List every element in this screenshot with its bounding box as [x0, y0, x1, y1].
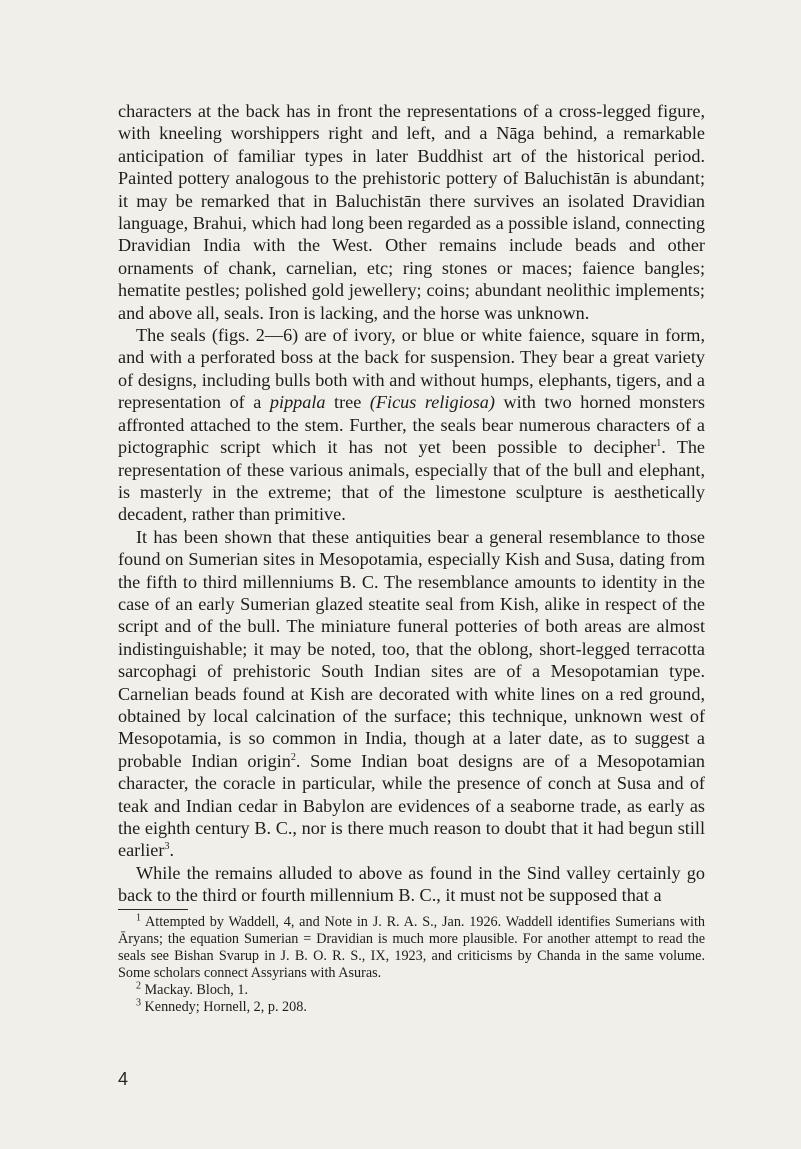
- paragraph-3-text-b: . Some Indian boat designs are of a Mesopotamian character, the coracle in particular, while the presence of conch at Susa and of teak and Indian cedar in Babylon are evidences of a seaborne trade, as early as the eighth century B. C., nor is there much reason to doubt that it had begun still earlier: [118, 750, 705, 861]
- footnote-text: Attempted by Waddell, 4, and Note in J. R. A. S., Jan. 1926. Waddell identifies Sumerians with Āryans; the equation Sumerian = Dravidian is much more plausible. For another attempt to read the seals see Bishan Svarup in J. B. O. R. S., IX, 1923, and criticisms by Chanda in the same volume. Some scholars connect Assyrians with Asuras.: [118, 913, 705, 981]
- footnote-3: [118, 996, 705, 1016]
- footnote-1: [118, 911, 705, 982]
- paragraph-2-text-b: tree: [325, 392, 370, 413]
- footnote-text: Mackay. Bloch, 1.: [144, 981, 249, 998]
- paragraph-3-text-a: It has been shown that these antiquities bear a general resemblance to those found on Sumerian sites in Mesopotamia, especially Kish and Susa, dating from the fifth to third millenniums B. C. The resemblance amounts to identity in the case of an early Sumerian glazed steatite seal from Kish, alike in respect of the script and of the bull. The miniature funeral potteries of both areas are almost indistinguishable; it may be noted, too, that the oblong, short-legged terracotta sarcophagi of prehistoric South Indian sites are of a Mesopotamian type. Carnelian beads found at Kish are decorated with white lines on a red ground, obtained by local calcination of the surface; this technique, unknown west of Mesopotamia, is so common in India, though at a later date, as to suggest a probable Indian origin: [118, 526, 705, 771]
- paragraph-2: [118, 324, 705, 526]
- paragraph-4: While the remains alluded to above as found in the Sind valley certainly go back to the third or fourth millennium B. C., it must not be supposed that a: [118, 862, 705, 906]
- page-number: 4: [118, 1069, 129, 1089]
- footnote-text: Kennedy; Hornell, 2, p. 208.: [144, 998, 307, 1015]
- footnote-ref-1: 1: [656, 438, 662, 450]
- footnote-ref-3: 3: [164, 841, 170, 853]
- footnote-marker: 1: [136, 911, 141, 923]
- term-pippala: pippala: [269, 392, 326, 413]
- footnotes: [118, 911, 705, 1016]
- page-body: [118, 100, 705, 1016]
- paragraph-2-text-c: with two horned monsters affronted attached to the stem. Further, the seals bear numerous characters of a pictographic script which it has not yet been possible to decipher: [118, 392, 705, 458]
- footnote-ref-2: 2: [290, 751, 296, 763]
- paragraph-2-text-a: The seals (figs. 2—6) are of ivory, or blue or white faience, square in form, and with a perforated boss at the back for suspension. They bear a great variety of designs, including bulls both with and without humps, elephants, tigers, and a representation of a: [118, 325, 705, 413]
- paragraph-2-text-d: . The representation of these various animals, especially that of the bull and elephant, is masterly in the extreme; that of the limestone sculpture is aesthetically decadent, rather than primitive.: [118, 437, 705, 525]
- footnote-marker: 2: [136, 979, 141, 991]
- term-ficus-religiosa: (Ficus religiosa): [369, 392, 495, 413]
- footnote-2: [118, 979, 705, 999]
- paragraph-3: [118, 526, 705, 862]
- footnote-marker: 3: [136, 996, 141, 1008]
- footnote-divider: [118, 909, 188, 910]
- paragraph-1: characters at the back has in front the representations of a cross-legged figure, with kneeling worshippers right and left, and a Nāga behind, a remarkable anticipation of familiar types in later Buddhist art of the historical period. Painted pottery analogous to the prehistoric pottery of Baluchistān is abundant; it may be remarked that in Baluchistān there survives an isolated Dravidian language, Brahui, which had long been regarded as a possible island, connecting Dravidian India with the West. Other remains include beads and other ornaments of chank, carnelian, etc; ring stones or maces; faience bangles; hematite pestles; polished gold jewellery; coins; abundant neolithic implements; and above all, seals. Iron is lacking, and the horse was unknown.: [118, 101, 705, 323]
- paragraph-3-text-c: .: [169, 840, 174, 861]
